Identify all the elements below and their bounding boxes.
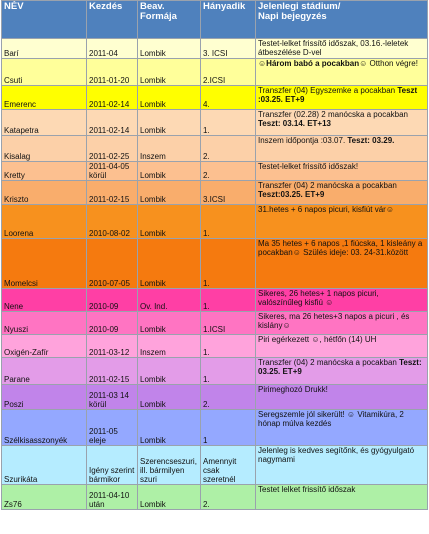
cell-nth: 1 [201, 410, 256, 446]
table-row [2, 410, 428, 446]
status-text: Teszt: 03.25. ET+9 [258, 358, 422, 376]
cell-start: 2010-08-02 [87, 205, 138, 239]
status-text: Otthon végre! [367, 59, 418, 68]
cell-nth: 2. [201, 136, 256, 162]
status-text: Piri egérkezett ☺, hétfőn (14) UH [258, 335, 377, 344]
cell-status [256, 205, 428, 239]
header-nth: Hányadik [201, 1, 256, 39]
cell-name: Momelcsi [2, 239, 87, 289]
header-name: NÉV [2, 1, 87, 39]
cell-start: 2011-02-15 [87, 358, 138, 385]
cell-status [256, 289, 428, 312]
cell-start: 2011-04-05 körül [87, 162, 138, 181]
cell-status [256, 410, 428, 446]
cell-form: Lombik [138, 239, 201, 289]
status-text: Sikeres, 26 hetes+ 1 napos picuri, valószínűleg kisfiú ☺ [258, 289, 379, 307]
table-row [2, 358, 428, 385]
cell-status [256, 385, 428, 410]
cycle-status-table [1, 0, 428, 510]
cell-start: 2010-09 [87, 312, 138, 335]
cell-name: Parane [2, 358, 87, 385]
status-text: Seregszemle jól sikerült! ☺ Vitamikúra, 2 hónap múlva kezdés [258, 410, 404, 428]
status-text: Transzfer (04) Egyszemke a pocakban [258, 86, 398, 95]
cell-form: Lombik [138, 385, 201, 410]
cell-nth: 1. [201, 239, 256, 289]
table-row [2, 446, 428, 485]
header-start: Kezdés [87, 1, 138, 39]
table-row [2, 110, 428, 136]
status-text: Ma 35 hetes + 6 napos ,1 fiúcska, 1 kisleány a pocakban☺ Szülés ideje: 03. 24-31.között [258, 239, 423, 257]
cell-name: Csuti [2, 59, 87, 86]
cell-name: Emerenc [2, 86, 87, 110]
status-text: Teszt: 03.29. [347, 136, 395, 145]
cell-status [256, 39, 428, 59]
status-text: Három babó a pocakban☺ [266, 59, 368, 68]
table-row [2, 136, 428, 162]
status-text: Testet-lelket frissítő időszak! [258, 162, 359, 171]
cell-form: Lombik [138, 162, 201, 181]
cell-status [256, 162, 428, 181]
cell-start: 2011-02-14 [87, 86, 138, 110]
cell-start: 2010-07-05 [87, 239, 138, 289]
cell-nth: 2. [201, 385, 256, 410]
cell-status [256, 59, 428, 86]
cell-name: Kisalag [2, 136, 87, 162]
cell-form: Inszem [138, 335, 201, 358]
cell-form: Ov. Ind. [138, 289, 201, 312]
cell-nth: 2.ICSI [201, 59, 256, 86]
status-text: Testet lelket frissítő időszak [258, 485, 356, 494]
cell-form: Lombik [138, 312, 201, 335]
cell-status [256, 312, 428, 335]
status-text: Transzfer (02.28) 2 manócska a pocakban [258, 110, 409, 119]
cell-nth: 1. [201, 358, 256, 385]
cell-nth: 1.ICSI [201, 312, 256, 335]
cell-nth: 2. [201, 162, 256, 181]
table-row [2, 181, 428, 205]
cell-name: Barí [2, 39, 87, 59]
cell-status [256, 181, 428, 205]
cell-start: Igény szerint bármikor [87, 446, 138, 485]
cell-start: 2011-03-12 [87, 335, 138, 358]
status-text: Sikeres, ma 26 hetes+3 napos a picuri , és kislány☺ [258, 312, 410, 330]
cell-name: Szélkisasszonyék [2, 410, 87, 446]
cell-nth: Amennyit csak szeretnél [201, 446, 256, 485]
cell-nth: 1. [201, 289, 256, 312]
cell-start: 2011-04 [87, 39, 138, 59]
table-row [2, 485, 428, 510]
cell-status [256, 86, 428, 110]
cell-nth: 3. ICSI [201, 39, 256, 59]
cell-name: Kriszto [2, 181, 87, 205]
table-body [2, 39, 428, 510]
status-text: Pirimeghozó Drukk! [258, 385, 328, 394]
cell-name: Nene [2, 289, 87, 312]
cell-form: Lombik [138, 110, 201, 136]
table-row [2, 335, 428, 358]
cell-start: 2010-09 [87, 289, 138, 312]
table-row [2, 59, 428, 86]
cell-form: Lombik [138, 59, 201, 86]
cell-name: Kretty [2, 162, 87, 181]
cell-status [256, 446, 428, 485]
cell-name: Szurikáta [2, 446, 87, 485]
cell-start: 2011-02-14 [87, 110, 138, 136]
table-row [2, 312, 428, 335]
cell-form: Lombik [138, 205, 201, 239]
cell-form: Lombik [138, 410, 201, 446]
cell-form: Szerencseszuri, ill. bármilyen szuri [138, 446, 201, 485]
cell-start: 2011-01-20 [87, 59, 138, 86]
table-row [2, 385, 428, 410]
cell-status [256, 110, 428, 136]
cell-name: Poszi [2, 385, 87, 410]
status-text: Transzfer (04) 2 manócska a pocakban [258, 358, 400, 367]
cell-form: Lombik [138, 358, 201, 385]
status-text: Jelenleg is kedves segítőnk, és gyógyulgató nagymami [258, 446, 415, 464]
cell-form: Lombik [138, 181, 201, 205]
cell-form: Lombik [138, 39, 201, 59]
cell-name: Loorena [2, 205, 87, 239]
cell-form: Lombik [138, 485, 201, 510]
cell-nth: 2. [201, 485, 256, 510]
cell-name: Oxigén-Zafír [2, 335, 87, 358]
header-form: Beav. Formája [138, 1, 201, 39]
table-header-row [2, 1, 428, 39]
cell-start: 2011-02-15 [87, 181, 138, 205]
header-status: Jelenlegi stádium/ Napi bejegyzés [256, 1, 428, 39]
cell-start: 2011-05 eleje [87, 410, 138, 446]
table-row [2, 205, 428, 239]
cell-nth: 1. [201, 335, 256, 358]
table-row [2, 39, 428, 59]
cell-nth: 4. [201, 86, 256, 110]
status-text: Teszt :03.25. ET+9 [258, 86, 418, 104]
cell-status [256, 239, 428, 289]
status-text: Inszem időpontja :03.07. [258, 136, 348, 145]
cell-form: Inszem [138, 136, 201, 162]
status-text: Teszt:03.25. ET+9 [258, 190, 325, 199]
status-text: ☺ [258, 59, 267, 68]
table-row [2, 86, 428, 110]
cell-name: Katapetra [2, 110, 87, 136]
cell-status [256, 485, 428, 510]
status-text: Transzfer (04) 2 manócska a pocakban [258, 181, 397, 190]
cell-name: Zs76 [2, 485, 87, 510]
cell-nth: 3.ICSI [201, 181, 256, 205]
cell-nth: 1. [201, 110, 256, 136]
cell-status [256, 358, 428, 385]
table-row [2, 239, 428, 289]
cell-start: 2011-03 14 körül [87, 385, 138, 410]
status-text: Testet-lelket frissítő időszak, 03.16.-leletek átbeszélése D-vel [258, 39, 409, 57]
cell-name: Nyuszi [2, 312, 87, 335]
cell-form: Lombik [138, 86, 201, 110]
cell-status [256, 335, 428, 358]
cell-start: 2011-04-10 után [87, 485, 138, 510]
status-text: Teszt: 03.14. ET+13 [258, 119, 331, 128]
cell-start: 2011-02-25 [87, 136, 138, 162]
status-text: 31.hetes + 6 napos picuri, kisfiút vár☺ [258, 205, 395, 214]
table-row [2, 289, 428, 312]
cell-nth: 1. [201, 205, 256, 239]
table-row [2, 162, 428, 181]
cell-status [256, 136, 428, 162]
